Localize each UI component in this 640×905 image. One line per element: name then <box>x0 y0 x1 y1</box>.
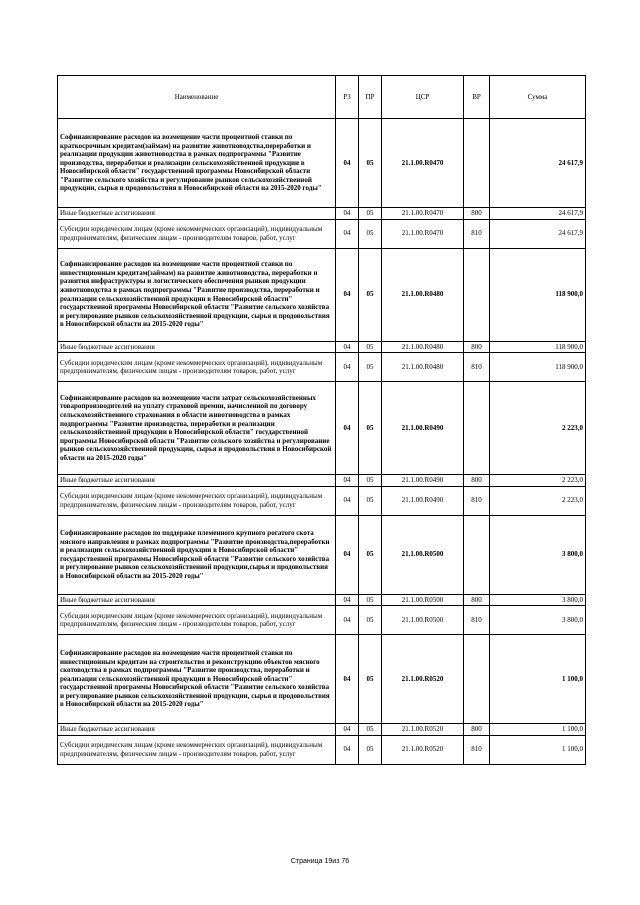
cell-rz: 04 <box>336 219 359 248</box>
cell-rz: 04 <box>336 208 359 220</box>
cell-sum: 2 223,0 <box>490 382 586 475</box>
cell-rz: 04 <box>336 475 359 487</box>
cell-vr <box>464 515 490 594</box>
cell-sum: 3 800,0 <box>490 606 586 635</box>
cell-sum: 2 223,0 <box>490 475 586 487</box>
table-row <box>58 219 586 248</box>
cell-rz: 04 <box>336 353 359 382</box>
cell-name: Иные бюджетные ассигнования <box>58 475 336 487</box>
cell-vr: 800 <box>464 475 490 487</box>
cell-sum: 118 900,0 <box>490 248 586 341</box>
cell-rz: 04 <box>336 382 359 475</box>
cell-csr: 21.1.00.R0500 <box>382 515 464 594</box>
cell-csr: 21.1.00.R0520 <box>382 724 464 736</box>
cell-vr: 810 <box>464 606 490 635</box>
cell-csr: 21.1.00.R0500 <box>382 594 464 606</box>
table-row <box>58 475 586 487</box>
cell-vr: 810 <box>464 353 490 382</box>
table-row <box>58 515 586 594</box>
table-row <box>58 606 586 635</box>
budget-table <box>57 75 586 765</box>
cell-sum: 1 100,0 <box>490 735 586 764</box>
table-row <box>58 635 586 724</box>
cell-name: Субсидии юридическим лицам (кроме некоммерческих организаций), индивидуальным предпринимателям, физическим лицам - производителям товаров, работ, услуг <box>58 606 336 635</box>
cell-sum: 24 617,9 <box>490 119 586 208</box>
table-row <box>58 248 586 341</box>
cell-csr: 21.1.00.R0500 <box>382 606 464 635</box>
cell-vr <box>464 248 490 341</box>
cell-name: Софинансирование расходов на возмещение части процентной ставки по краткосрочным кредитам(займам) на развитие животноводства,переработки и реализации продукции животноводства в рамках подпрограммы "Развитие производства, переработки и реализации сельскохозяйственной продукции в Новосибирской области" государственной программы Новосибирской области "Развитие сельского хозяйства и регулирование рынков сельскохозяйственной продукции, сырья и продовольствия в Новосибирской области на 2015-2020 годы" <box>58 119 336 208</box>
cell-rz: 04 <box>336 635 359 724</box>
cell-csr: 21.1.00.R0480 <box>382 353 464 382</box>
cell-name: Софинансирование расходов на возмещение части процентной ставки по инвестиционным кредитам на строительство и реконструкцию объектов мясного скотоводства в рамках подпрограммы "Развитие производства, переработки и реализации сельскохозяйственной продукции в Новосибирской области" государственной программы Новосибирской области "Развитие сельского хозяйства и регулирование рынков сельскохозяйственной продукции, сырья и продовольствия в Новосибирской области на 2015-2020 годы" <box>58 635 336 724</box>
cell-sum: 24 617,9 <box>490 219 586 248</box>
cell-name: Иные бюджетные ассигнования <box>58 724 336 736</box>
cell-rz: 04 <box>336 606 359 635</box>
cell-csr: 21.1.00.R0490 <box>382 382 464 475</box>
header-pr: ПР <box>359 76 382 119</box>
cell-sum: 3 800,0 <box>490 594 586 606</box>
header-vr: ВР <box>464 76 490 119</box>
cell-csr: 21.1.00.R0520 <box>382 635 464 724</box>
table-row <box>58 353 586 382</box>
cell-rz: 04 <box>336 486 359 515</box>
cell-vr <box>464 635 490 724</box>
table-row <box>58 382 586 475</box>
cell-vr: 800 <box>464 724 490 736</box>
cell-name: Иные бюджетные ассигнования <box>58 208 336 220</box>
cell-pr: 05 <box>359 486 382 515</box>
table-row <box>58 735 586 764</box>
cell-vr: 810 <box>464 219 490 248</box>
cell-rz: 04 <box>336 724 359 736</box>
cell-pr: 05 <box>359 353 382 382</box>
header-name: Наименование <box>58 76 336 119</box>
cell-pr: 05 <box>359 248 382 341</box>
cell-sum: 24 617,9 <box>490 208 586 220</box>
cell-name: Субсидии юридическим лицам (кроме некоммерческих организаций), индивидуальным предпринимателям, физическим лицам - производителям товаров, работ, услуг <box>58 353 336 382</box>
cell-name: Софинансирование расходов по поддержке племенного крупного рогатого скота мясного направления в рамках подпрограммы "Развитие производства,переработки и реализации сельскохозяйственной продукции в Новосибирской области" государственной программы Новосибирской области "Развитие сельского хозяйства и регулирование рынков сельскохозяйственной продукции,сырья и продовольствия в Новосибирской области на 2015-2020 годы" <box>58 515 336 594</box>
header-csr: ЦСР <box>382 76 464 119</box>
cell-vr <box>464 119 490 208</box>
cell-sum: 1 100,0 <box>490 635 586 724</box>
cell-name: Иные бюджетные ассигнования <box>58 341 336 353</box>
table-row <box>58 724 586 736</box>
cell-pr: 05 <box>359 475 382 487</box>
cell-vr: 800 <box>464 341 490 353</box>
table-row <box>58 208 586 220</box>
cell-rz: 04 <box>336 515 359 594</box>
table-row <box>58 341 586 353</box>
cell-rz: 04 <box>336 248 359 341</box>
cell-csr: 21.1.00.R0470 <box>382 119 464 208</box>
cell-name: Субсидии юридическим лицам (кроме некоммерческих организаций), индивидуальным предпринимателям, физическим лицам - производителям товаров, работ, услуг <box>58 486 336 515</box>
cell-sum: 118 900,0 <box>490 353 586 382</box>
cell-pr: 05 <box>359 341 382 353</box>
cell-pr: 05 <box>359 735 382 764</box>
cell-rz: 04 <box>336 735 359 764</box>
cell-rz: 04 <box>336 119 359 208</box>
cell-pr: 05 <box>359 635 382 724</box>
cell-vr: 810 <box>464 735 490 764</box>
cell-csr: 21.1.00.R0520 <box>382 735 464 764</box>
cell-name: Софинансирование расходов на возмещение части процентной ставки по инвестиционным кредитам(займам) на развитие животноводства, переработки и развития инфраструктуры и логистического обеспечения рынков продукции животноводства в рамках подпрограммы "Развитие производства, переработки и реализации сельскохозяйственной продукции в Новосибирской области" государственной программы Новосибирской области "Развитие сельского хозяйства и регулирование рынков сельскохозяйственной продукции, сырья и продовольствия в Новосибирской области на 2015-2020 годы" <box>58 248 336 341</box>
cell-rz: 04 <box>336 594 359 606</box>
cell-csr: 21.1.00.R0480 <box>382 341 464 353</box>
page-number: Страница 19из 76 <box>290 858 350 865</box>
cell-name: Субсидии юридическим лицам (кроме некоммерческих организаций), индивидуальным предпринимателям, физическим лицам - производителям товаров, работ, услуг <box>58 735 336 764</box>
cell-sum: 118 900,0 <box>490 341 586 353</box>
header-sum: Сумма <box>490 76 586 119</box>
cell-name: Софинансирование расходов на возмещение части затрат сельскохозяйственных товаропроизводителей на уплату страховой премии, начисленной по договору сельскохозяйственного страхования в области животноводства в рамках подпрограммы "Развитие производства, переработки и реализации сельскохозяйственной продукции в Новосибирской области" государственной программы Новосибирской области "Развитие сельского хозяйства и регулирование рынков сельскохозяйственной продукции, сырья и продовольствия в Новосибирской области на 2015-2020 годы" <box>58 382 336 475</box>
cell-vr: 800 <box>464 208 490 220</box>
cell-vr: 810 <box>464 486 490 515</box>
cell-csr: 21.1.00.R0490 <box>382 486 464 515</box>
table-row <box>58 486 586 515</box>
table-header-row <box>58 76 586 119</box>
cell-pr: 05 <box>359 724 382 736</box>
cell-vr <box>464 382 490 475</box>
cell-pr: 05 <box>359 382 382 475</box>
header-rz: РЗ <box>336 76 359 119</box>
cell-pr: 05 <box>359 119 382 208</box>
cell-sum: 3 800,0 <box>490 515 586 594</box>
cell-name: Иные бюджетные ассигнования <box>58 594 336 606</box>
cell-rz: 04 <box>336 341 359 353</box>
table-row <box>58 119 586 208</box>
cell-csr: 21.1.00.R0490 <box>382 475 464 487</box>
cell-sum: 2 223,0 <box>490 486 586 515</box>
table-row <box>58 594 586 606</box>
cell-vr: 800 <box>464 594 490 606</box>
cell-csr: 21.1.00.R0470 <box>382 208 464 220</box>
cell-pr: 05 <box>359 208 382 220</box>
cell-pr: 05 <box>359 219 382 248</box>
cell-sum: 1 100,0 <box>490 724 586 736</box>
cell-pr: 05 <box>359 594 382 606</box>
cell-csr: 21.1.00.R0470 <box>382 219 464 248</box>
cell-csr: 21.1.00.R0480 <box>382 248 464 341</box>
cell-pr: 05 <box>359 515 382 594</box>
cell-pr: 05 <box>359 606 382 635</box>
cell-name: Субсидии юридическим лицам (кроме некоммерческих организаций), индивидуальным предпринимателям, физическим лицам - производителям товаров, работ, услуг <box>58 219 336 248</box>
